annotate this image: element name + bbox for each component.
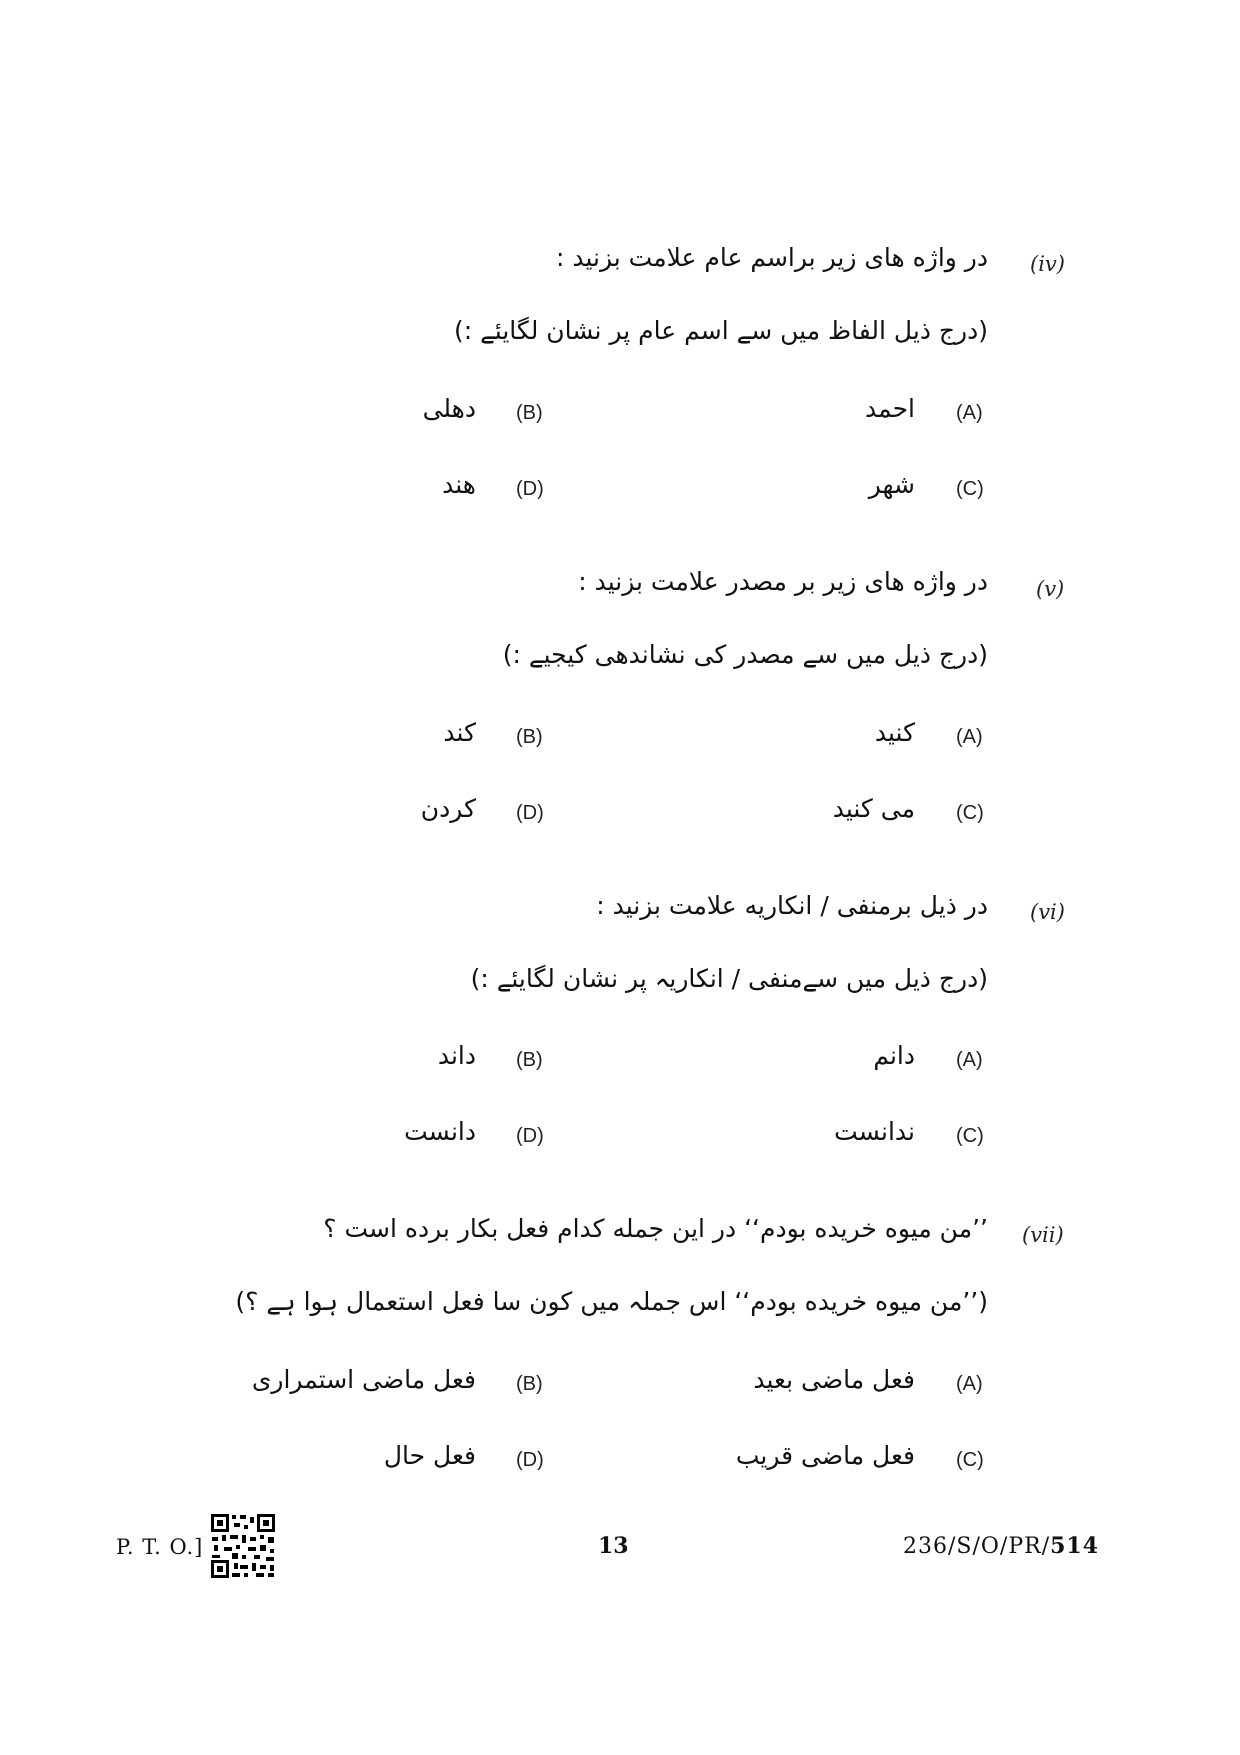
option-letter: (B) [516,1049,543,1071]
question-text-urdu: (درج ذیل میں سےمنفی / انکاریہ پر نشان لگایئے :) [470,964,988,993]
question-text-persian: ’’من میوه خریده بودم‘‘ در این جمله کدام فعل بکار برده است ؟ [323,1214,988,1243]
option-text: احمد [865,394,915,423]
paper-code-bold: 514 [1050,1533,1100,1559]
option-letter: (C) [956,802,984,824]
option-text: کنید [874,718,915,747]
option-letter: (B) [516,1373,543,1395]
question-text-urdu: (’’من میوه خریده بودم‘‘ اس جملہ میں کون سا فعل استعمال ہوا ہے ؟) [235,1287,988,1316]
option-letter: (B) [516,726,543,748]
question-text-urdu: (درج ذیل میں سے مصدر کی نشاندهی کیجیے :) [502,640,988,669]
qr-code-icon [210,1513,276,1579]
option-letter: (D) [516,802,544,824]
question-number: (vi) [1030,900,1065,924]
option-text: فعل ماضی قریب [735,1441,915,1470]
option-text: ندانست [834,1117,915,1146]
page-number: 13 [598,1533,629,1559]
option-letter: (C) [956,1125,984,1147]
option-letter: (C) [956,1449,984,1471]
option-text: دانست [404,1117,476,1146]
option-text: شهر [868,470,915,499]
option-text: می کنید [832,794,915,823]
paper-code [903,1533,1099,1559]
option-letter: (A) [956,402,983,424]
option-letter: (A) [956,1049,983,1071]
option-text: فعل ماضی استمراری [251,1365,476,1394]
option-text: دانم [873,1041,915,1070]
option-letter: (D) [516,1449,544,1471]
question-text-persian: در واژه های زیر براسم عام علامت بزنید : [555,243,988,272]
option-text: دهلی [422,394,476,423]
option-letter: (A) [956,726,983,748]
option-letter: (C) [956,478,984,500]
option-text: فعل حال [383,1441,476,1470]
pto-label: P. T. O.] [116,1535,204,1559]
option-letter: (D) [516,1125,544,1147]
question-number: (v) [1036,577,1065,601]
question-text-persian: در ذیل برمنفی / انکاریه علامت بزنید : [596,891,988,920]
option-text: هند [442,470,476,499]
question-text-persian: در واژه های زیر بر مصدر علامت بزنید : [578,567,988,596]
option-text: کردن [420,794,476,823]
option-text: داند [437,1041,476,1070]
option-letter: (D) [516,478,544,500]
option-text: فعل ماضی بعید [753,1365,915,1394]
option-letter: (B) [516,402,543,424]
question-number: (iv) [1030,252,1065,276]
option-text: کند [443,718,476,747]
paper-code-prefix: 236/S/O/PR/ [903,1534,1051,1559]
option-letter: (A) [956,1373,983,1395]
question-text-urdu: (درج ذیل الفاظ میں سے اسم عام پر نشان لگایئے :) [454,316,988,345]
question-number: (vii) [1022,1223,1064,1247]
